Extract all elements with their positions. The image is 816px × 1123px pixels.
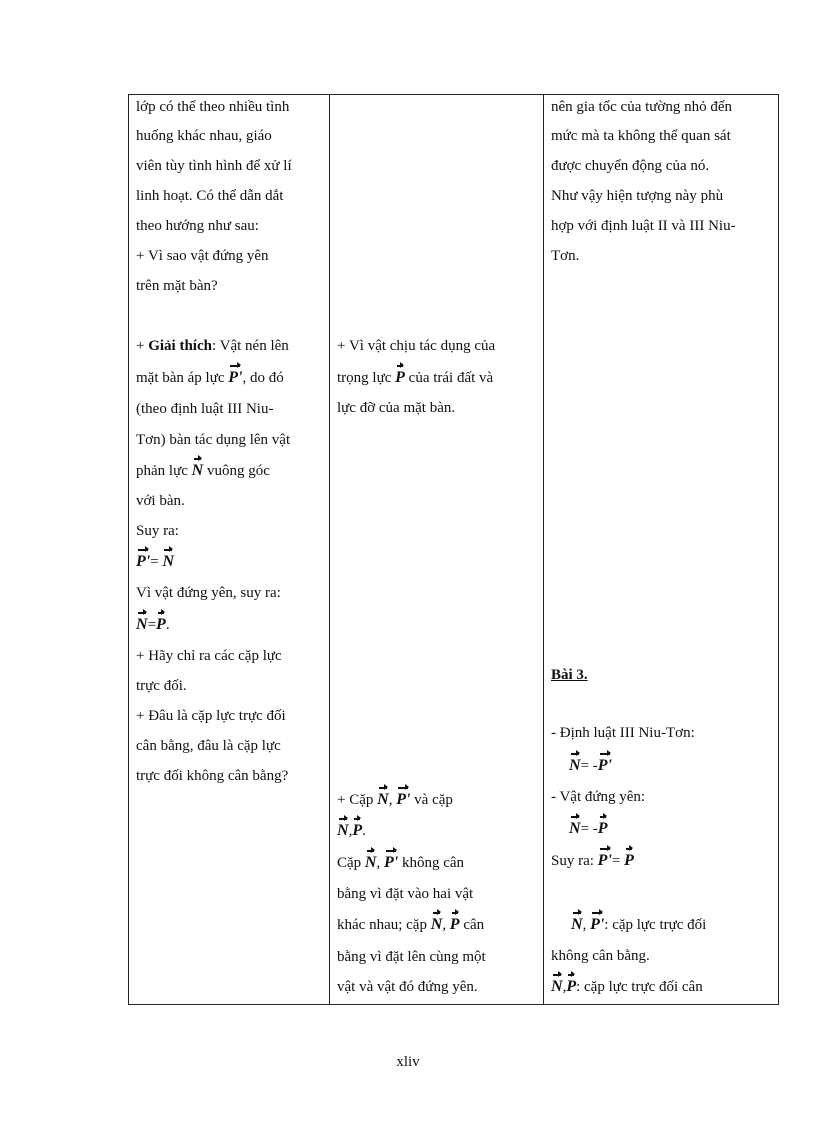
text-line bbox=[337, 790, 453, 810]
text-line: theo hướng như sau: bbox=[136, 218, 259, 234]
vector-n: N bbox=[191, 462, 204, 479]
vector-p: P bbox=[395, 369, 405, 386]
vector-p: P bbox=[352, 822, 363, 839]
equation-line bbox=[551, 851, 634, 871]
text: = - bbox=[580, 821, 598, 837]
text: : Vật nén lên bbox=[211, 338, 289, 354]
column-divider-2 bbox=[543, 95, 544, 1004]
text: , do đó bbox=[242, 370, 284, 386]
content-column bbox=[551, 95, 777, 1004]
vector-n: N bbox=[377, 791, 389, 808]
text: của trái đất và bbox=[404, 370, 494, 386]
explanation-line bbox=[136, 336, 289, 356]
text-line: - Vật đứng yên: bbox=[551, 789, 646, 805]
text: = - bbox=[580, 758, 598, 774]
text-line: (theo định luật III Niu- bbox=[136, 401, 274, 417]
text-line: hợp với định luật II và III Niu- bbox=[551, 218, 736, 234]
vector-p-prime: P' bbox=[590, 916, 605, 933]
text: Cặp bbox=[337, 855, 365, 871]
text: , bbox=[376, 855, 384, 871]
text: vuông góc bbox=[203, 463, 270, 479]
text: = bbox=[150, 554, 163, 570]
equation-line bbox=[569, 756, 612, 776]
equation-line bbox=[569, 819, 608, 839]
vector-n: N bbox=[364, 854, 377, 871]
text-line: - Định luật III Niu-Tơn: bbox=[551, 725, 695, 741]
text: = bbox=[611, 853, 625, 869]
vector-n: N bbox=[569, 820, 581, 837]
text: và cặp bbox=[410, 792, 453, 808]
text-line: không cân bằng. bbox=[551, 948, 650, 964]
equation-line bbox=[136, 615, 170, 635]
vector-p-prime: P' bbox=[396, 791, 411, 808]
vector-p-prime: P' bbox=[597, 852, 612, 869]
vector-n: N bbox=[162, 553, 174, 570]
text-line: lớp có thể theo nhiều tình bbox=[136, 99, 290, 115]
lesson-table bbox=[128, 94, 779, 1005]
text-line bbox=[136, 368, 284, 388]
text: không cân bbox=[398, 855, 465, 871]
text-line bbox=[337, 853, 464, 873]
text-line: vật và vật đó đứng yên. bbox=[337, 979, 478, 995]
text: cân bbox=[459, 917, 485, 933]
text-line: bằng vì đặt lên cùng một bbox=[337, 949, 486, 965]
text: mặt bàn áp lực bbox=[136, 370, 229, 386]
text-line: cân bằng, đâu là cặp lực bbox=[136, 738, 281, 754]
vector-p-prime: P' bbox=[383, 854, 399, 871]
vector-p-prime: P' bbox=[136, 553, 151, 570]
text-line: huống khác nhau, giáo bbox=[136, 128, 272, 144]
text: . bbox=[165, 617, 170, 633]
text-line: Suy ra: bbox=[136, 523, 179, 539]
text: khác nhau; cặp bbox=[337, 917, 431, 933]
equation-line bbox=[136, 552, 174, 572]
vector-n: N bbox=[551, 978, 563, 995]
vector-p: P bbox=[624, 852, 634, 869]
text: , bbox=[442, 917, 450, 933]
text: = bbox=[147, 617, 157, 633]
explanation-label: Giải thích bbox=[148, 338, 212, 354]
column-divider-1 bbox=[329, 95, 330, 1004]
text: trọng lực bbox=[337, 370, 396, 386]
text-line: Tơn. bbox=[551, 248, 580, 264]
text-line: trực đối. bbox=[136, 678, 187, 694]
equation-line bbox=[337, 821, 366, 841]
text-line bbox=[136, 461, 270, 481]
text-line: + Vì vật chịu tác dụng của bbox=[337, 338, 496, 354]
text-line: lực đỡ của mặt bàn. bbox=[337, 400, 456, 416]
vector-p: P bbox=[156, 616, 166, 633]
text-line: nên gia tốc của tường nhỏ đến bbox=[551, 99, 733, 115]
text: , bbox=[582, 917, 591, 933]
text: , bbox=[388, 792, 397, 808]
exercise-heading: Bài 3. bbox=[551, 667, 588, 683]
text-line: + Đâu là cặp lực trực đối bbox=[136, 708, 286, 724]
student-column bbox=[337, 95, 541, 1004]
page-number: xliv bbox=[396, 1054, 420, 1070]
text: , bbox=[348, 823, 353, 839]
text-line bbox=[337, 368, 493, 388]
text: phản lực bbox=[136, 463, 192, 479]
text-line: + Vì sao vật đứng yên bbox=[136, 248, 269, 264]
vector-n: N bbox=[569, 757, 581, 774]
text: + Cặp bbox=[337, 792, 378, 808]
text-line: + Hãy chỉ ra các cặp lực bbox=[136, 648, 282, 664]
vector-n: N bbox=[337, 822, 349, 839]
text-line: trực đối không cân bằng? bbox=[136, 768, 289, 784]
text-line: viên tùy tình hình để xử lí bbox=[136, 158, 292, 174]
text-line: được chuyển động của nó. bbox=[551, 158, 710, 174]
vector-p-prime: P' bbox=[228, 369, 243, 386]
text-line: bằng vì đặt vào hai vật bbox=[337, 886, 474, 902]
vector-p: P bbox=[449, 916, 460, 933]
text: , bbox=[562, 979, 567, 995]
vector-p: P bbox=[566, 978, 577, 995]
text: Suy ra: bbox=[551, 853, 598, 869]
vector-n: N bbox=[136, 616, 148, 633]
teacher-column bbox=[136, 95, 326, 1004]
text-line bbox=[551, 977, 703, 997]
vector-n: N bbox=[571, 916, 583, 933]
text-line: linh hoạt. Có thể dẫn dắt bbox=[136, 188, 284, 204]
vector-n: N bbox=[430, 916, 443, 933]
text: : cặp lực trực đối cân bbox=[576, 979, 703, 995]
vector-p: P bbox=[597, 820, 608, 837]
text-line: trên mặt bàn? bbox=[136, 278, 218, 294]
text-line: Như vậy hiện tượng này phù bbox=[551, 188, 724, 204]
text: . bbox=[362, 823, 366, 839]
text: : cặp lực trực đối bbox=[604, 917, 707, 933]
text-line: với bàn. bbox=[136, 493, 185, 509]
text-line bbox=[571, 915, 706, 935]
text-line bbox=[337, 915, 484, 935]
text: + bbox=[136, 338, 149, 354]
text-line: mức mà ta không thể quan sát bbox=[551, 128, 731, 144]
vector-p-prime: P' bbox=[597, 757, 612, 774]
text-line: Tơn) bàn tác dụng lên vật bbox=[136, 432, 291, 448]
text-line: Vì vật đứng yên, suy ra: bbox=[136, 585, 281, 601]
